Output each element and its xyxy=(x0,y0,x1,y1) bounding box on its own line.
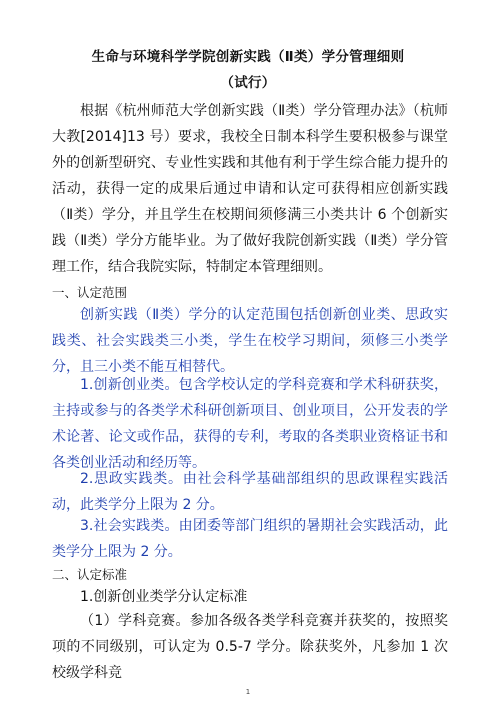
section-heading-standards: 二、认定标准 xyxy=(52,567,128,582)
intro-paragraph: 根据《杭州师范大学创新实践（Ⅱ类）学分管理办法》（杭师大教[2014]13 号）要求，我校全日制本科学生要积极参与课堂外的创新型研究、专业性实践和其他有利于学生综合能力提升的活动，获得一定的成果后通过申请和认定可获得相应创新实践（Ⅱ类）学分，并且学生在校期间须修满三小类共计 6 个创新实践（Ⅱ类）学分方能毕业。为了做好我院创新实践（Ⅱ类）学分管理工作，结合我院实际，特制定本管理细则。 xyxy=(52,103,448,275)
document-title: 生命与环境科学学院创新实践（Ⅱ类）学分管理细则 xyxy=(91,49,405,65)
scope-item-social: 3.社会实践类。由团委等部门组织的暑期社会实践活动，此类学分上限为 2 分。 xyxy=(52,518,448,560)
standards-paragraph: （1）学科竞赛。参加各级各类学科竞赛并获奖的，按照奖项的不同级别，可认定为 0.5-7 学分。除获奖外，凡参加 1 次校级学科竞 xyxy=(52,613,448,681)
section-heading-scope: 一、认定范围 xyxy=(52,285,128,300)
document-subtitle: （试行） xyxy=(220,75,276,91)
standards-subheading: 1.创新创业类学分认定标准 xyxy=(80,589,248,605)
page-number: 1 xyxy=(245,688,251,696)
scope-paragraph: 创新实践（Ⅱ类）学分的认定范围包括创新创业类、思政实践类、社会实践类三小类，学生在校学习期间，须修三小类学分，且三小类不能互相替代。 xyxy=(52,307,448,375)
scope-item-innovation: 1.创新创业类。包含学校认定的学科竞赛和学术科研获奖，主持或参与的各类学术科研创新项目、创业项目，公开发表的学术论著、论文或作品，获得的专利，考取的各类职业资格证书和各类创业活动和经历等。 xyxy=(52,377,448,471)
scope-item-ideological: 2.思政实践类。由社会科学基础部组织的思政课程实践活动，此类学分上限为 2 分。 xyxy=(52,471,448,513)
